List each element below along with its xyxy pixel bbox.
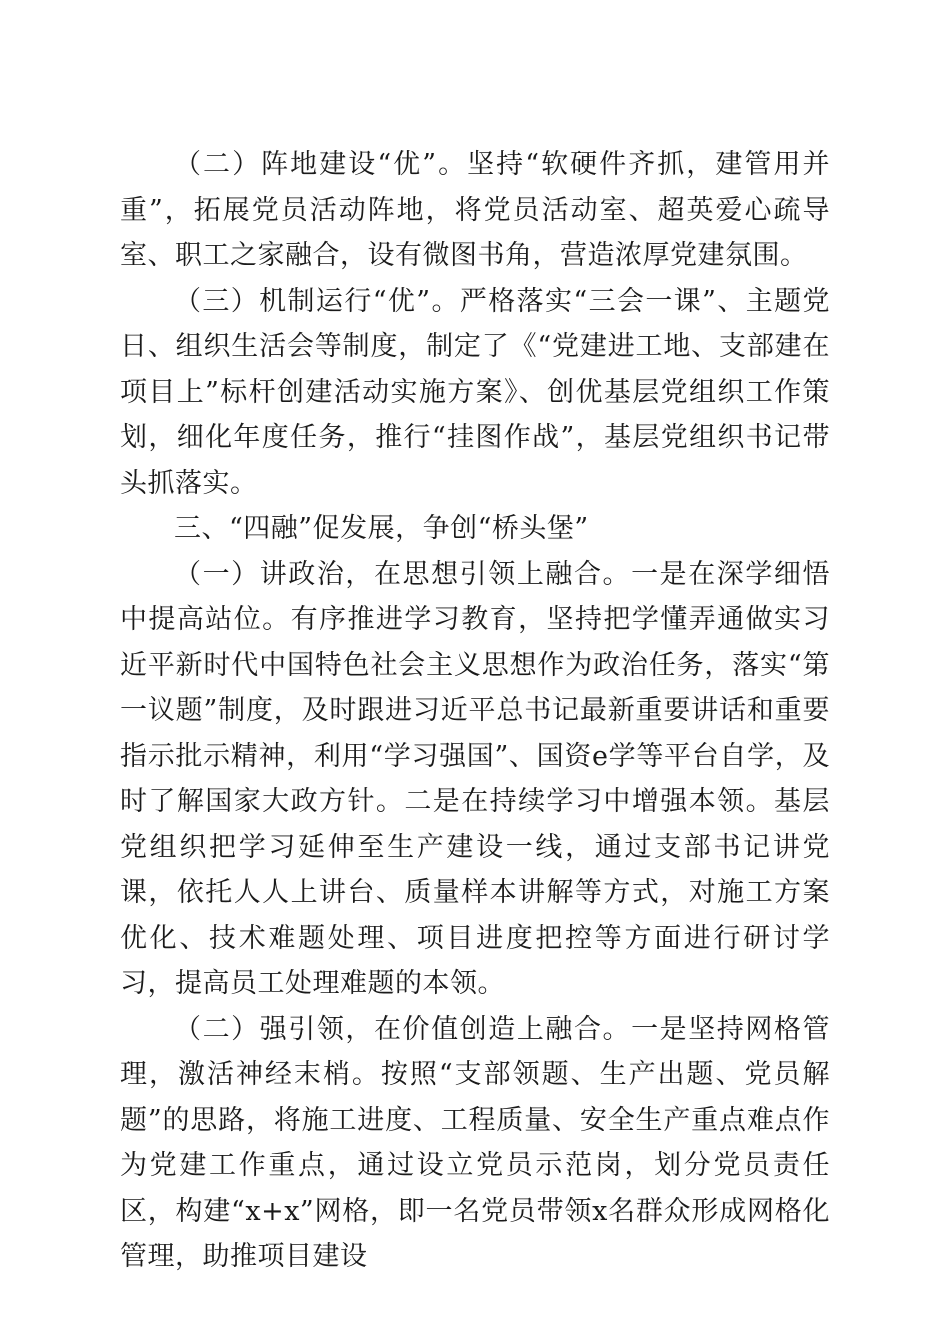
paragraph-political-integration: （一）讲政治，在思想引领上融合。一是在深学细悟中提高站位。有序推进学习教育，坚持把学懂弄通做实习近平新时代中国特色社会主义思想作为政治任务，落实“第一议题”制度，及时跟进习近平总书记最新重要讲话和重要指示批示精神，利用“学习强国”、国资e学等平台自学，及时了解国家大政方针。二是在持续学习中增强本领。基层党组织把学习延伸至生产建设一线，通过支部书记讲党课，依托人人上讲台、质量样本讲解等方式，对施工方案优化、技术难题处理、项目进度把控等方面进行研讨学习，提高员工处理难题的本领。 xyxy=(120,558,830,999)
paragraph-position-building: （二）阵地建设“优”。坚持“软硬件齐抓，建管用并重”，拓展党员活动阵地，将党员活动室、超英爱心疏导室、职工之家融合，设有微图书角，营造浓厚党建氛围。 xyxy=(120,149,830,271)
section-heading-four-integrations: 三、“四融”促发展，争创“桥头堡” xyxy=(174,513,589,544)
paragraph-value-creation-integration: （二）强引领，在价值创造上融合。一是坚持网格管理，激活神经末梢。按照“支部领题、生产出题、党员解题”的思路，将施工进度、工程质量、安全生产重点难点作为党建工作重点，通过设立党员示范岗，划分党员责任区，构建“x+x”网格，即一名党员带领x名群众形成网格化管理，助推项目建设 xyxy=(120,1013,830,1272)
document-body xyxy=(120,142,830,1280)
paragraph-mechanism-operation: （三）机制运行“优”。严格落实“三会一课”、主题党日、组织生活会等制度，制定了《“党建进工地、支部建在项目上”标杆创建活动实施方案》、创优基层党组织工作策划，细化年度任务，推行“挂图作战”，基层党组织书记带头抓落实。 xyxy=(120,285,830,499)
